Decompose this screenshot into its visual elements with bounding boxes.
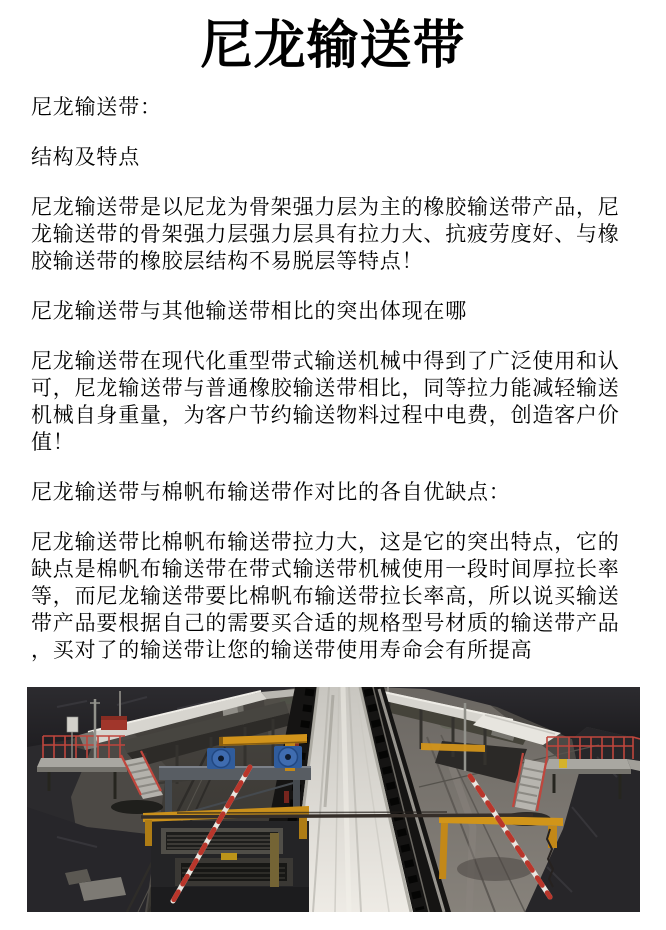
paragraph-advantage-detail: 尼龙输送带在现代化重型带式输送机械中得到了广泛使用和认可，尼龙输送带与普通橡胶输送带相比，同等拉力能减轻输送机械自身重量，为客户节约输送物料过程中电费，创造客户价值！ (31, 350, 620, 454)
paragraph-advantage-heading: 尼龙输送带与其他输送带相比的突出体现在哪 (31, 300, 467, 323)
page-title: 尼龙输送带 (200, 17, 466, 75)
platform-deck (545, 759, 631, 769)
article-body (31, 94, 630, 664)
paragraph-compare-heading: 尼龙输送带与棉帆布输送带作对比的各自优缺点： (31, 481, 511, 504)
blue-drum (274, 746, 302, 768)
paragraph-compare-detail: 尼龙输送带比棉帆布输送带拉力大，这是它的突出特点，它的缺点是棉帆布输送带在带式输送带机械使用一段时间厚拉长率等，而尼龙输送带要比棉帆布输送带拉长率高，所以说买输送带产品要根据自己的需要买合适的规格型号材质的输送带产品，买对了的输送带让您的输送带使用寿命会有所提高 (31, 531, 620, 662)
hopper-machine (143, 806, 309, 912)
yellow-label (221, 853, 237, 860)
platform-deck (37, 758, 127, 767)
article-image (27, 687, 640, 912)
paragraph-structure-heading: 结构及特点 (31, 146, 140, 169)
paragraph-structure-detail: 尼龙输送带是以尼龙为骨架强力层为主的橡胶输送带产品，尼龙输送带的骨架强力层强力层具有拉力大、抗疲劳度好、与橡胶输送带的橡胶层结构不易脱层等特点！ (31, 196, 620, 273)
horizontal-pipe (141, 815, 533, 817)
paragraph-intro: 尼龙输送带： (31, 96, 162, 119)
sign-board (67, 717, 78, 732)
coal-yard-conveyor-photo (27, 687, 640, 912)
blue-drum (207, 748, 235, 769)
yellow-sign (559, 759, 567, 768)
